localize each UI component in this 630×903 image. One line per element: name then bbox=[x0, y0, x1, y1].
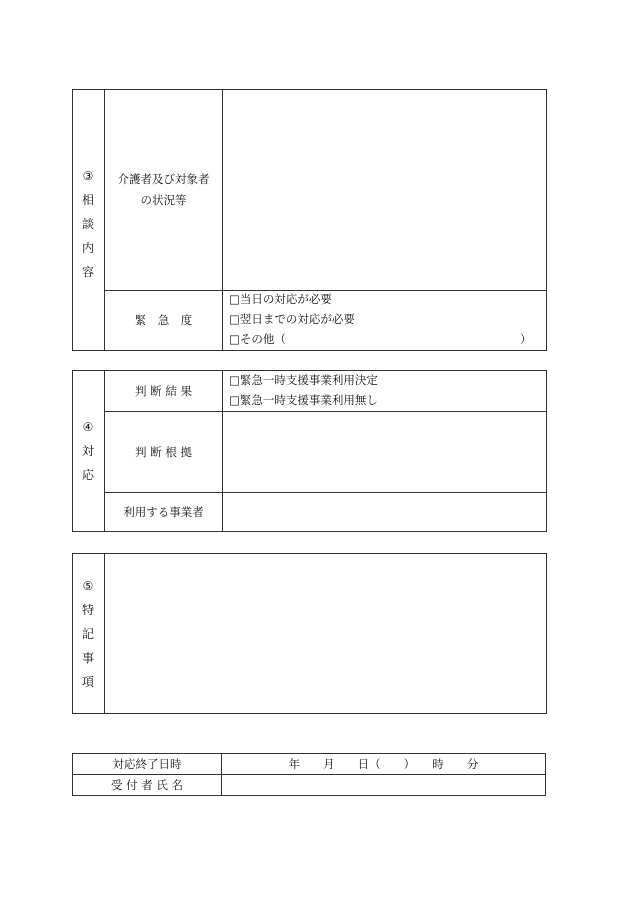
receiver-field[interactable] bbox=[222, 775, 545, 795]
urgency-option-next-day[interactable]: □翌日までの対応が必要 bbox=[229, 312, 355, 326]
provider-field[interactable] bbox=[223, 493, 546, 531]
situation-field[interactable] bbox=[223, 90, 546, 290]
judgment-basis-field[interactable] bbox=[223, 412, 546, 492]
section5-vertical-label: ⑤ 特 記 事 項 bbox=[81, 579, 94, 689]
end-datetime-label: 対応終了日時 bbox=[112, 756, 182, 771]
urgency-other-close-paren: ） bbox=[520, 332, 532, 346]
special-notes-field[interactable] bbox=[105, 554, 546, 713]
section4-vertical-label: ④ 対 応 bbox=[81, 420, 94, 482]
urgency-option-other[interactable]: □その他（ bbox=[229, 332, 286, 346]
situation-label: 介護者及び対象者 の状況等 bbox=[117, 172, 210, 207]
judgment-basis-label: 判 断 根 拠 bbox=[135, 444, 192, 459]
receiver-label: 受 付 者 氏 名 bbox=[110, 777, 184, 792]
end-datetime-field[interactable]: 年 月 日（ ） 時 分 bbox=[288, 756, 479, 771]
judgment-option-not-used[interactable]: □緊急一時支援事業利用無し bbox=[229, 393, 378, 407]
urgency-option-same-day[interactable]: □当日の対応が必要 bbox=[229, 292, 332, 306]
judgment-result-label: 判 断 結 果 bbox=[135, 383, 192, 398]
judgment-option-approved[interactable]: □緊急一時支援事業利用決定 bbox=[229, 373, 378, 387]
section3-vertical-label: ③ 相 談 内 容 bbox=[81, 169, 94, 279]
urgency-label: 緊 急 度 bbox=[134, 313, 193, 327]
provider-label: 利用する事業者 bbox=[123, 504, 204, 519]
